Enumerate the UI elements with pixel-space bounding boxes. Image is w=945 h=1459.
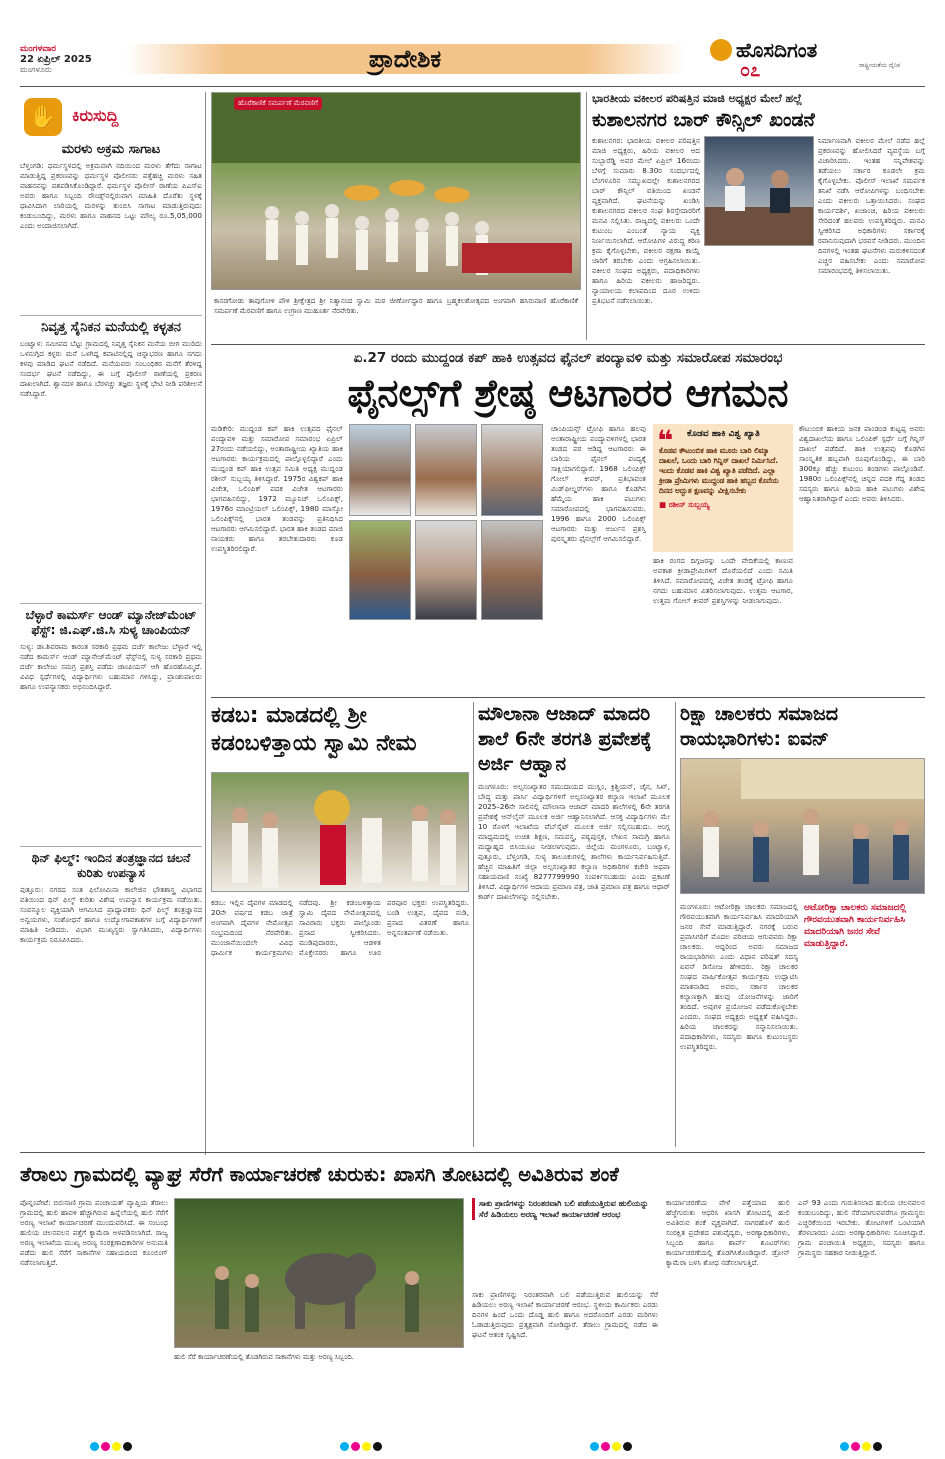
hockey-col-1: ಮಡಿಕೇರಿ: ಮುದ್ದಂಡ ಕಪ್ ಹಾಕಿ ಉತ್ಸವದ ಫೈನಲ್ ಪಂದ್ಯಾವಳಿ ಮತ್ತು ಸಮಾರೋಪ ಸಮಾರಂಭ ಏಪ್ರಿಲ್ 27ರಂದು ನಡೆಯಲಿದ್ದು, ಅಂತಾರಾಷ್ಟ್ರೀಯ ಖ್ಯಾತಿಯ ಹಾಕಿ ಆಟಗಾರರು ಕಾರ್ಯಕ್ರಮದಲ್ಲಿ ಪಾಲ್ಗೊಳ್ಳಲಿದ್ದಾರೆ ಎಂದು ಮುದ್ದಂಡ ಕಪ್ ಹಾಕಿ ಉತ್ಸವ ಸಮಿತಿ ಅಧ್ಯಕ್ಷ ಮುದ್ದಂಡ ರಶೀನ್ ಸುಬ್ಬಯ್ಯ ತಿಳಿಸಿದ್ದಾರೆ. 1975ರ ವಿಶ್ವಕಪ್ ಹಾಕಿ ವಿಜೇತ, ಒಲಿಂಪಿಕ್ ಪದಕ ವಿಜೇತ ಆಟಗಾರರು ಭಾಗವಹಿಸಲಿದ್ದು, 1972 ಮ್ಯೂನಿಚ್ ಒಲಿಂಪಿಕ್ಸ್, 1976ರ ಮಾಂಟ್ರಿಯಲ್ ಒಲಿಂಪಿಕ್ಸ್, 1980 ಮಾಸ್ಕೋ ಒಲಿಂಪಿಕ್ಸ್‌ನಲ್ಲಿ ಭಾರತ ತಂಡವನ್ನು ಪ್ರತಿನಿಧಿಸಿದ ಆಟಗಾರರು ಆಗಮಿಸಲಿದ್ದಾರೆ. ಭಾರತ ಹಾಕಿ ತಂಡದ ಮಾಜಿ ನಾಯಕರು ಹಾಗೂ ತರಬೇತುದಾರರು ಕೂಡ ಉಪಸ್ಥಿತರಿರಲಿದ್ದಾರೆ. bbox=[211, 424, 343, 553]
story-kicker: ಭಾರತೀಯ ವಕೀಲರ ಪರಿಷತ್ತಿನ ಮಾಜಿ ಅಧ್ಯಕ್ಷರ ಮೇಲೆ ಹಲ್ಲೆ bbox=[592, 92, 803, 105]
player-photo bbox=[349, 424, 411, 516]
tiger-col-1: ಪೊನ್ನಂಪೇಟೆ: ಬಿರುನಾಣಿ ಗ್ರಾಮ ಪಂಚಾಯತ್ ವ್ಯಾಪ್ತಿಯ ತೆರಾಲು ಗ್ರಾಮದಲ್ಲಿ ಹುಲಿ ಹಾವಳಿ ಹೆಚ್ಚಾಗಿರುವ ಹಿನ್ನೆಲೆಯಲ್ಲಿ ಹುಲಿ ಸೆರೆಗೆ ಅರಣ್ಯ ಇಲಾಖೆ ಕಾರ್ಯಾಚರಣೆ ಮುಂದುವರಿಸಿದೆ. ಈ ಸಂಬಂಧ ಹುಲಿಯ ಚಲನವಲನ ಪತ್ತೆಗೆ ಕ್ಯಾಮೆರಾ ಅಳವಡಿಸಲಾಗಿದೆ. ರಾಜ್ಯ ಅರಣ್ಯ ಇಲಾಖೆಯ ಮುಖ್ಯ ಅರಣ್ಯ ಸಂರಕ್ಷಣಾಧಿಕಾರಿಗಳ ಅನುಮತಿ ಪಡೆದು ಹುಲಿ ಸೆರೆಗೆ ಸಾಕಾನೆಗಳ ಸಹಾಯದಿಂದ ಕೂಂಬಿಂಗ್ ನಡೆಸಲಾಗುತ್ತಿದೆ. bbox=[20, 1198, 168, 1267]
player-photo bbox=[415, 520, 477, 620]
procession-photo bbox=[211, 92, 581, 290]
quote-text: ಕೊಡವ ಕೌಟುಂಬಿಕ ಹಾಕಿ ಮೂರು ಬಾರಿ ಲಿಮ್ಕಾ ದಾಖಲೆ, ಒಂದು ಬಾರಿ ಗಿನ್ನಿಸ್ ದಾಖಲೆ ನಿರ್ಮಿಸಿದೆ. ಇಂದು ಕೊಡವ ಹಾಕಿ ವಿಶ್ವ ಖ್ಯಾತಿ ಪಡೆದಿದೆ. ಎಲ್ಲಾ ಕ್ರೀಡಾ ಪ್ರೇಮಿಗಳು ಮುದ್ದಂಡ ಹಾಕಿ ಹಬ್ಬದ ಕೊನೆಯ ದಿನದ ಅದ್ಭುತ ಕ್ಷಣವನ್ನು ವೀಕ್ಷಿಸಬೇಕು bbox=[659, 446, 779, 495]
quote-box bbox=[653, 424, 793, 552]
tiger-operation-photo bbox=[174, 1198, 464, 1348]
hockey-col-4: ಕೌಟುಂಬಿಕ ಹಾಕಿಯ ಜನಕ ಪಾಂಡಂಡ ಕುಟ್ಟಪ್ಪ ಅವರು ವಿಶ್ವದಾಖಲೆಯ ಹಾಗೂ ಒಲಿಂಪಿಕ್ ಸ್ಪರ್ಧೆ ಬಗ್ಗೆ ಗಿನ್ನಿಸ್ ದಾಖಲೆ ಪಡೆದಿದೆ. ಹಾಕಿ ಉತ್ಸವವು ಕೊಡಗಿನ ಸಾಂಸ್ಕೃತಿಕ ಹಬ್ಬವಾಗಿ ರೂಪುಗೊಂಡಿದ್ದು, ಈ ಬಾರಿ 300ಕ್ಕೂ ಹೆಚ್ಚು ಕುಟುಂಬ ತಂಡಗಳು ಪಾಲ್ಗೊಂಡಿವೆ. 1980ರ ಒಲಿಂಪಿಕ್ಸ್‌ನಲ್ಲಿ ಚಿನ್ನದ ಪದಕ ಗೆದ್ದ ತಂಡದ ಸದಸ್ಯರು ಹಾಗೂ ಹಿರಿಯ ಹಾಕಿ ಪಟುಗಳು ವಿಶೇಷ ಆಹ್ವಾನಿತರಾಗಿದ್ದಾರೆ ಎಂದು ಅವರು ತಿಳಿಸಿದರು. bbox=[799, 424, 925, 503]
player-photo bbox=[415, 424, 477, 516]
news-item-title: ಬೆಳ್ಳಾರೆ ಕಾಮರ್ಸ್ ಆಂಡ್ ಮ್ಯಾನೇಜ್‌ಮೆಂಟ್ ಫೆಸ್ಟ್: ಜಿ.ಎಫ್.ಜಿ.ಸಿ ಸುಳ್ಯ ಚಾಂಪಿಯನ್ bbox=[25, 608, 197, 637]
quote-author: ■ ರಶೀನ್ ಸುಬ್ಬಯ್ಯ bbox=[659, 500, 710, 509]
section-banner bbox=[125, 44, 685, 74]
player-photo bbox=[349, 520, 411, 620]
page-number: ೦೭ bbox=[740, 60, 761, 81]
kirusuddi-label: ಕಿರುಸುದ್ದಿ bbox=[72, 106, 119, 125]
maulana-story bbox=[478, 702, 670, 1147]
player-photo bbox=[481, 424, 543, 516]
story-body: ಕುಶಾಲನಗರ: ಭಾರತೀಯ ವಕೀಲರ ಪರಿಷತ್ತಿನ ಮಾಜಿ ಅಧ್ಯಕ್ಷರು, ಹಿರಿಯ ವಕೀಲರ ಆದ ಸುಬ್ಬಾರೆಡ್ಡಿ ಅವರ ಮೇಲೆ ಏಪ್ರಿಲ್ 16ರಂದು ಬೆಳಗ್ಗೆ ಸುಮಾರು 8.30ರ ಸಂದರ್ಭದಲ್ಲಿ ಬೆಂಗಳೂರಿನ ಸಮ್ಮುಖದಲ್ಲೇ ಕುಶಾಲನಗರದ ಬಾರ್ ಕೌನ್ಸಿಲ್ ವತಿಯಿಂದ ಖಂಡನೆ ವ್ಯಕ್ತವಾಗಿದೆ. ಘಟನೆಯನ್ನು ಖಂಡಿಸಿ ಕುಶಾಲನಗರದ ವಕೀಲರ ಸಂಘ ಶಿರಸ್ತೇದಾರರಿಗೆ ಮನವಿ ಸಲ್ಲಿಸಿತು. ರಾಜ್ಯದಲ್ಲಿ ವಕೀಲರು ಒಂದೇ ಕುಟುಂಬ ಎಂಬಂತೆ ನ್ಯಾಯ ವ್ಯಕ್ತಿ ನಿರ್ಣಯಿಸಲಾಗಿದೆ. ಆರೋಪಿಗಳ ವಿರುದ್ಧ ಕಠಿಣ ಕ್ರಮ ಕೈಗೊಳ್ಳಬೇಕು, ವಕೀಲರ ರಕ್ಷಣಾ ಕಾಯ್ದೆ ಜಾರಿಗೆ ತರಬೇಕು ಎಂದು ಆಗ್ರಹಿಸಲಾಯಿತು. ವಕೀಲರ ಸಂಘದ ಅಧ್ಯಕ್ಷರು, ಪದಾಧಿಕಾರಿಗಳು ಹಾಗೂ ಹಿರಿಯ ವಕೀಲರು ಹಾಜರಿದ್ದರು. ನ್ಯಾಯಾಲಯ ಕಲಾಪದಿಂದ ದೂರ ಉಳಿದು ಪ್ರತಿಭಟನೆ ನಡೆಸಲಾಯಿತು. bbox=[592, 136, 700, 305]
hand-icon: ✋ bbox=[24, 98, 62, 136]
tiger-photo-caption: ಹುಲಿ ಸೆರೆ ಕಾರ್ಯಾಚರಣೆಯಲ್ಲಿ ತೊಡಗಿರುವ ಸಾಕಾನೆಗಳು ಮತ್ತು ಅರಣ್ಯ ಸಿಬ್ಬಂದಿ. bbox=[174, 1353, 354, 1361]
news-item-body: ಬಂಟ್ವಾಳ: ಸಮೀಪದ ಬೆಟ್ಟು ಗ್ರಾಮದಲ್ಲಿ ನಿವೃತ್ತ ಸೈನಿಕನ ಮನೆಯ ಬೀಗ ಮುರಿದು ಒಳನುಗ್ಗಿದ ಕಳ್ಳರು ಮನೆ ಒಳಗಿದ್ದ ಕಪಾಟಿನಲ್ಲಿದ್ದ ಚಿನ್ನಾಭರಣ ಹಾಗೂ ನಗದು ಕಳವು ಮಾಡಿದ ಘಟನೆ ನಡೆದಿದೆ. ಮನೆಯವರು ಸಂಬಂಧಿಕರ ಮನೆಗೆ ತೆರಳಿದ್ದ ಸಂದರ್ಭ ಘಟನೆ ನಡೆದಿದ್ದು, ಈ ಬಗ್ಗೆ ಪೊಲೀಸ್ ಠಾಣೆಯಲ್ಲಿ ಪ್ರಕರಣ ದಾಖಲಾಗಿದೆ. ಶ್ವಾನದಳ ಹಾಗೂ ಬೆರಳಚ್ಚು ತಜ್ಞರು ಸ್ಥಳಕ್ಕೆ ಭೇಟಿ ನೀಡಿ ಪರಿಶೀಲನೆ ನಡೆಸಿದ್ದಾರೆ. bbox=[20, 339, 202, 398]
story-title: ತೆರಾಲು ಗ್ರಾಮದಲ್ಲಿ ವ್ಯಾಘ್ರ ಸೆರೆಗೆ ಕಾರ್ಯಾಚರಣೆ ಚುರುಕು: ಖಾಸಗಿ ತೋಟದಲ್ಲಿ ಅವಿತಿರುವ ಶಂಕೆ bbox=[20, 1163, 619, 1186]
tiger-col-4: ಎನ್ 93 ಎಂದು ಗುರುತಿಸಲಾದ ಹುಲಿಯ ಚಲನವಲನ ಕಂಡುಬಂದಿದ್ದು, ಹುಲಿ ಸೆರೆಯಾಗುವವರೆಗೂ ಗ್ರಾಮಸ್ಥರು ಎಚ್ಚರಿಕೆಯಿಂದ ಇರಬೇಕು. ತೋಟಗಳಿಗೆ ಒಂಟಿಯಾಗಿ ತೆರಳಬಾರದು ಎಂದು ಅರಣ್ಯಾಧಿಕಾರಿಗಳು ಸೂಚಿಸಿದ್ದಾರೆ. ಗ್ರಾಮ ಪಂಚಾಯಿತಿ ಅಧ್ಯಕ್ಷರು, ಸದಸ್ಯರು ಹಾಗೂ ಗ್ರಾಮಸ್ಥರು ಸಹಕಾರ ನೀಡುತ್ತಿದ್ದಾರೆ. bbox=[798, 1198, 925, 1257]
photo-tag: ಹೊರೆಕಾಣಿಕೆ ಸಮರ್ಪಣೆ ಮೆರವಣಿಗೆ bbox=[234, 97, 322, 110]
player-portraits bbox=[349, 424, 545, 624]
tiger-story bbox=[20, 1160, 925, 1430]
elephant-illustration bbox=[175, 1199, 464, 1348]
registration-marks bbox=[0, 1436, 945, 1454]
paper-tagline: ರಾಷ್ಟ್ರೀಯತೆಯ ದೈನಿಕ bbox=[859, 62, 900, 69]
story-body: ಕಡಬ: ಇಲ್ಲಿನ ದೈವಗಳ ಮಾಡದಲ್ಲಿ 20ನೇ ವರ್ಷದ ಕಡಬ ಜಾತ್ರೆ ಅಂಗವಾಗಿ ದೈವಗಳ ನೇಮೋತ್ಸವ ಸಂಭ್ರಮದಿಂದ ನೆರವೇರಿತು. ಮುಂಜಾನೆಯಿಂದಲೇ ವಿವಿಧ ಧಾರ್ಮಿಕ ಕಾರ್ಯಕ್ರಮಗಳು ನಡೆದವು. ಶ್ರೀ ಕಡಂಬಳಿತ್ತಾಯ ಸ್ವಾಮಿ ದೈವದ ನೇಮೋತ್ಸವದಲ್ಲಿ ಸಾವಿರಾರು ಭಕ್ತರು ಪಾಲ್ಗೊಂಡು ಪ್ರಸಾದ ಸ್ವೀಕರಿಸಿದರು. ಮುಡಿಪುದಾರರು, ಆಡಳಿತ ಮೊಕ್ತೇಸರರು ಹಾಗೂ ಊರ ಪರವೂರ ಭಕ್ತರು ಉಪಸ್ಥಿತರಿದ್ದರು. ಬಂಡಿ ಉತ್ಸವ, ದೈವದ ನುಡಿ, ಪ್ರಸಾದ ವಿತರಣೆ ಹಾಗೂ ಅನ್ನಸಂತರ್ಪಣೆ ನಡೆಯಿತು. bbox=[211, 898, 469, 957]
news-item bbox=[20, 320, 202, 599]
news-item bbox=[20, 142, 202, 311]
highlight-item: ಸಾಕು ಪ್ರಾಣಿಗಳನ್ನು ನಿರಂತರವಾಗಿ ಬಲಿ ಪಡೆಯುತ್ತಿರುವ ಹುಲಿಯನ್ನು ಸೆರೆ ಹಿಡಿಯಲು ಅರಣ್ಯ ಇಲಾಖೆ ಕಾರ್ಯಾಚರಣೆ ಆರಂಭ bbox=[472, 1198, 658, 1220]
lamp-icon bbox=[710, 39, 732, 61]
meeting-illustration bbox=[705, 137, 814, 246]
event-illustration bbox=[681, 759, 925, 894]
hockey-story bbox=[211, 348, 925, 693]
news-item-title: ಥಿನ್ ಫಿಲ್ಮ್: ಇಂದಿನ ತಂತ್ರಜ್ಞಾನದ ಚಲನೆ ಕುರಿತು ಉಪನ್ಯಾಸ bbox=[31, 851, 191, 880]
bar-council-story bbox=[592, 92, 925, 342]
rickshaw-photo bbox=[680, 758, 925, 894]
tiger-col-2: ಸಾಕು ಪ್ರಾಣಿಗಳನ್ನು ನಿರಂತರವಾಗಿ ಬಲಿ ಪಡೆಯುತ್ತಿರುವ ಹುಲಿಯನ್ನು ಸೆರೆ ಹಿಡಿಯಲು ಅರಣ್ಯ ಇಲಾಖೆ ಕಾರ್ಯಾಚರಣೆ ಆರಂಭ. ಸ್ಥಳೀಯ ಕಾರ್ಮಿಕರು ಎರಡು ದಿನಗಳ ಹಿಂದೆ ಒಂದು ದೊಡ್ಡ ಹುಲಿ ಹಾಗೂ ಅದರೊಂದಿಗೆ ಎರಡು ಮರಿಗಳು ಓಡಾಡುತ್ತಿರುವುದು ಪ್ರತ್ಯಕ್ಷವಾಗಿ ನೋಡಿದ್ದಾರೆ. ತೆರಾಲು ಗ್ರಾಮದಲ್ಲಿ ನಡೆದ ಈ ಘಟನೆ ಆತಂಕ ಸೃಷ್ಟಿಸಿದೆ. bbox=[472, 1290, 658, 1339]
kirusuddi-banner bbox=[20, 96, 202, 138]
date-block bbox=[20, 44, 130, 75]
paper-name: ಹೊಸದಿಗಂತ bbox=[736, 38, 818, 62]
masthead-city: ಮಂಗಳೂರು bbox=[20, 65, 52, 74]
kirusuddi-column bbox=[20, 96, 202, 1146]
photo-caption: ಕಾಸರಗೋಡು ತಾವುಗೋಳಿ ಪೌಳಿ ಶ್ರೀಕ್ಷೇತ್ರದ ಶ್ರೀ ನಿತ್ಯಾನಂದ ಸ್ವಾಮಿ ಮಠ ಜೀರ್ಣೋದ್ಧಾರ ಹಾಗೂ ಬ್ರಹ್ಮಕಲಶೋತ್ಸವದ ಅಂಗವಾಗಿ ಹಸಿರುವಾಣಿ ಹೊರೆಕಾಣಿಕೆ ಸಮರ್ಪಣೆ ಮೆರವಣಿಗೆ ಹಾಗೂ ಉಗ್ರಾಣ ಮುಹೂರ್ತ ನೆರವೇರಿತು. bbox=[214, 297, 578, 315]
procession-illustration bbox=[212, 93, 581, 290]
masthead-date: 22 ಏಪ್ರಿಲ್ 2025 bbox=[20, 54, 92, 65]
news-item-title: ಮರಳು ಅಕ್ರಮ ಸಾಗಾಟ bbox=[61, 142, 161, 157]
quote-head: ಕೊಡವ ಹಾಕಿ ವಿಶ್ವ ಖ್ಯಾತಿ bbox=[687, 429, 760, 439]
player-photo bbox=[481, 520, 543, 620]
story-title: ರಿಕ್ಷಾ ಚಾಲಕರು ಸಮಾಜದ ರಾಯಭಾರಿಗಳು: ಐವನ್ bbox=[680, 703, 839, 750]
kadaba-story bbox=[211, 702, 469, 1147]
story-title: ಕುಶಾಲನಗರ ಬಾರ್ ಕೌನ್ಸಿಲ್ ಖಂಡನೆ bbox=[592, 109, 815, 131]
news-item-body: ಸುಳ್ಯ: ಡಾ.ಶಿವರಾಮ ಕಾರಂತ ಸರಕಾರಿ ಪ್ರಥಮ ದರ್ಜೆ ಕಾಲೇಜು ಬೆಳ್ಳಾರೆ ಇಲ್ಲಿ ನಡೆದ ಕಾಮರ್ಸ್ ಆಂಡ್ ಮ್ಯಾನೇಜ್‌ಮೆಂಟ್ ಫೆಸ್ಟ್‌ನಲ್ಲಿ ಸುಳ್ಯ ಸರಕಾರಿ ಪ್ರಥಮ ದರ್ಜೆ ಕಾಲೇಜು ಸಮಗ್ರ ಪ್ರಶಸ್ತಿ ಪಡೆದು ಚಾಂಪಿಯನ್ ಆಗಿ ಹೊರಹೊಮ್ಮಿದೆ. ವಿವಿಧ ಸ್ಪರ್ಧೆಗಳಲ್ಲಿ ವಿದ್ಯಾರ್ಥಿಗಳು ಬಹುಮಾನ ಗಳಿಸಿದ್ದು, ಪ್ರಾಂಶುಪಾಲರು ಹಾಗೂ ಉಪನ್ಯಾಸಕರು ಅಭಿನಂದಿಸಿದ್ದಾರೆ. bbox=[20, 642, 202, 691]
story-body: ಮಂಗಳೂರು: ಆಟೋರಿಕ್ಷಾ ಚಾಲಕರು ಸಮಾಜದಲ್ಲಿ ಗೌರವಯುತವಾಗಿ ಕಾರ್ಯನಿರ್ವಹಿಸಿ ಮಾದರಿಯಾಗಿ ಜನರ ಸೇವೆ ಮಾಡುತ್ತಿದ್ದಾರೆ. ನಗರಕ್ಕೆ ಬರುವ ಪ್ರವಾಸಿಗರಿಗೆ ಮೊದಲ ಪರಿಚಯ ಆಗುವವರು ರಿಕ್ಷಾ ಚಾಲಕರು. ಆದ್ದರಿಂದ ಅವರು ಸಮಾಜದ ರಾಯಭಾರಿಗಳು ಎಂದು ವಿಧಾನ ಪರಿಷತ್ ಸದಸ್ಯ ಐವನ್ ಡಿಸೋಜ ಹೇಳಿದರು. ರಿಕ್ಷಾ ಚಾಲಕರ ಸಂಘದ ವಾರ್ಷಿಕೋತ್ಸವ ಕಾರ್ಯಕ್ರಮ ಉದ್ಘಾಟಿಸಿ ಮಾತನಾಡಿದ ಅವರು, ಸರ್ಕಾರ ಚಾಲಕರ ಕಲ್ಯಾಣಕ್ಕಾಗಿ ಹಲವು ಯೋಜನೆಗಳನ್ನು ಜಾರಿಗೆ ತಂದಿದೆ. ಅವುಗಳ ಪ್ರಯೋಜನ ಪಡೆದುಕೊಳ್ಳಬೇಕು ಎಂದರು. ಸಂಘದ ಅಧ್ಯಕ್ಷರು ಅಧ್ಯಕ್ಷತೆ ವಹಿಸಿದ್ದರು. ಹಿರಿಯ ಚಾಲಕರನ್ನು ಸನ್ಮಾನಿಸಲಾಯಿತು. ಪದಾಧಿಕಾರಿಗಳು, ಸದಸ್ಯರು ಹಾಗೂ ಕುಟುಂಬಸ್ಥರು ಉಪಸ್ಥಿತರಿದ್ದರು. bbox=[680, 902, 798, 1051]
news-item-title: ನಿವೃತ್ತ ಸೈನಿಕನ ಮನೆಯಲ್ಲಿ ಕಳ್ಳತನ bbox=[41, 320, 181, 335]
hockey-col-2: ಚಾಂಪಿಯನ್ಸ್ ಟ್ರೋಫಿ ಹಾಗೂ ಹಲವು ಅಂತಾರಾಷ್ಟ್ರೀಯ ಪಂದ್ಯಾವಳಿಗಳಲ್ಲಿ ಭಾರತ ತಂಡದ ಪರ ಆಡಿದ್ದ ಆಟಗಾರರು ಈ ಬಾರಿಯ ಫೈನಲ್ ಪಂದ್ಯಕ್ಕೆ ಸಾಕ್ಷಿಯಾಗಲಿದ್ದಾರೆ. 1968 ಒಲಿಂಪಿಕ್ಸ್ ಗೋಲ್ ಕೀಪರ್, ಪ್ರತಿಭಾವಂತ ಮಿಡ್‌ಫೀಲ್ಡರ್‌ಗಳು ಹಾಗೂ ಕೊಡಗಿನ ಹೆಮ್ಮೆಯ ಹಾಕಿ ಪಟುಗಳು ಸಮಾರೋಪದಲ್ಲಿ ಭಾಗವಹಿಸುವರು. 1996 ಹಾಗೂ 2000 ಒಲಿಂಪಿಕ್ಸ್ ಆಟಗಾರರು ಮತ್ತು ಅರ್ಜುನ ಪ್ರಶಸ್ತಿ ಪುರಸ್ಕೃತರು ಫೈನಲ್ಸ್‌ಗೆ ಆಗಮಿಸಲಿದ್ದಾರೆ. bbox=[551, 424, 646, 543]
news-item-body: ಪುತ್ತೂರು: ನಗರದ ಸಂತ ಫಿಲೋಮಿನಾ ಕಾಲೇಜಿನ ಭೌತಶಾಸ್ತ್ರ ವಿಭಾಗದ ವತಿಯಿಂದ ಥಿನ್ ಫಿಲ್ಮ್ ಕುರಿತು ವಿಶೇಷ ಉಪನ್ಯಾಸ ಕಾರ್ಯಕ್ರಮ ನಡೆಯಿತು. ಸಂಪನ್ಮೂಲ ವ್ಯಕ್ತಿಯಾಗಿ ಆಗಮಿಸಿದ ಪ್ರಾಧ್ಯಾಪಕರು ಥಿನ್ ಫಿಲ್ಮ್ ತಂತ್ರಜ್ಞಾನದ ಅನ್ವಯಗಳು, ಸಂಶೋಧನೆ ಹಾಗೂ ಉದ್ಯೋಗಾವಕಾಶಗಳ ಬಗ್ಗೆ ವಿದ್ಯಾರ್ಥಿಗಳಿಗೆ ಮಾಹಿತಿ ನೀಡಿದರು. ವಿಭಾಗ ಮುಖ್ಯಸ್ಥರು ಸ್ವಾಗತಿಸಿದರು, ವಿದ್ಯಾರ್ಥಿಗಳು ಕಾರ್ಯಕ್ರಮ ನಿರೂಪಿಸಿದರು. bbox=[20, 885, 202, 944]
story-body-2: ನಿರ್ಮಾಣವಾಗಿ ವಕೀಲರ ಮೇಲೆ ನಡೆದ ಹಲ್ಲೆ ಪ್ರಕರಣವನ್ನು ಹೋಲಿಸಿದರೆ ವ್ಯವಸ್ಥೆಯ ಬಗ್ಗೆ ವಿಚಾರಿಸಿದರು. ಇಂತಹ ಸನ್ನಿವೇಶವನ್ನು ತಡೆಯಲು ಸರ್ಕಾರ ಕೂಡಲೇ ಕ್ರಮ ಕೈಗೊಳ್ಳಬೇಕು. ಪೊಲೀಸ್ ಇಲಾಖೆ ಸಮರ್ಪಕ ತನಿಖೆ ನಡೆಸಿ ಆರೋಪಿಗಳನ್ನು ಬಂಧಿಸಬೇಕು ಎಂದು ವಕೀಲರು ಒತ್ತಾಯಿಸಿದರು. ಸಂಘದ ಕಾರ್ಯದರ್ಶಿ, ಖಜಾಂಚಿ, ಹಿರಿಯ ವಕೀಲರು ಸೇರಿದಂತೆ ಹಲವರು ಉಪಸ್ಥಿತರಿದ್ದರು. ಮನವಿ ಸ್ವೀಕರಿಸಿದ ಅಧಿಕಾರಿಗಳು ಸರ್ಕಾರಕ್ಕೆ ರವಾನಿಸುವುದಾಗಿ ಭರವಸೆ ನೀಡಿದರು. ಮುಂದಿನ ದಿನಗಳಲ್ಲಿ ಇಂತಹ ಘಟನೆಗಳು ಮರುಕಳಿಸದಂತೆ ಎಚ್ಚರ ವಹಿಸಬೇಕು ಎಂದು ಸಮಾರೋಪ ಸಮಾರಂಭದಲ್ಲಿ ತಿಳಿಸಲಾಯಿತು. bbox=[818, 136, 925, 275]
story-title: ಮೌಲಾನಾ ಆಜಾದ್ ಮಾದರಿ ಶಾಲೆ 6ನೇ ತರಗತಿ ಪ್ರವೇಶಕ್ಕೆ ಅರ್ಜಿ ಆಹ್ವಾನ bbox=[478, 703, 652, 775]
bar-council-photo bbox=[704, 136, 814, 246]
hockey-col-3: ಹಾಕಿ ರಂಗದ ದಿಗ್ಗಜರನ್ನು ಒಂದೇ ವೇದಿಕೆಯಲ್ಲಿ ಕಾಣುವ ಅವಕಾಶ ಕ್ರೀಡಾಪ್ರೇಮಿಗಳಿಗೆ ದೊರೆಯಲಿದೆ ಎಂದು ಸಮಿತಿ ತಿಳಿಸಿದೆ. ಸಮಾರೋಪದಲ್ಲಿ ವಿಜೇತ ತಂಡಕ್ಕೆ ಟ್ರೋಫಿ ಹಾಗೂ ನಗದು ಬಹುಮಾನ ವಿತರಿಸಲಾಗುವುದು. ಉತ್ತಮ ಆಟಗಾರ, ಉತ್ತಮ ಗೋಲ್ ಕೀಪರ್ ಪ್ರಶಸ್ತಿಗಳನ್ನು ನೀಡಲಾಗುವುದು. bbox=[653, 556, 793, 605]
brand-logo bbox=[710, 38, 910, 84]
masthead bbox=[0, 0, 945, 88]
rickshaw-story bbox=[680, 702, 925, 1147]
quote-author-name: ರಶೀನ್ ಸುಬ್ಬಯ್ಯ bbox=[668, 500, 710, 509]
story-title: ಫೈನಲ್ಸ್‌ಗೆ ಶ್ರೇಷ್ಠ ಆಟಗಾರರ ಆಗಮನ bbox=[347, 371, 789, 415]
story-title: ಕಡಬ: ಮಾಡದಲ್ಲಿ ಶ್ರೀ ಕಡಂಬಳಿತ್ತಾಯ ಸ್ವಾಮಿ ನೇಮ bbox=[211, 703, 417, 756]
story-body: ಮಂಗಳೂರು: ಅಲ್ಪಸಂಖ್ಯಾತರ ಸಮುದಾಯದ ಮುಸ್ಲಿಂ, ಕ್ರಿಶ್ಚಿಯನ್, ಜೈನ, ಸಿಖ್, ಬೌದ್ಧ ಮತ್ತು ಪಾರ್ಸಿ ವಿದ್ಯಾರ್ಥಿಗಳಿಗೆ ಅಲ್ಪಸಂಖ್ಯಾತರ ಕಲ್ಯಾಣ ಇಲಾಖೆ ಮೂಲಕ 2025–26ನೇ ಸಾಲಿನಲ್ಲಿ ಮೌಲಾನಾ ಆಜಾದ್ ಮಾದರಿ ಶಾಲೆಗಳಲ್ಲಿ 6ನೇ ತರಗತಿ ಪ್ರವೇಶಕ್ಕೆ ಆನ್‌ಲೈನ್ ಮೂಲಕ ಅರ್ಜಿ ಆಹ್ವಾನಿಸಲಾಗಿದೆ. ಆಸಕ್ತ ವಿದ್ಯಾರ್ಥಿಗಳು ಮೇ 10 ರೊಳಗೆ ಇಲಾಖೆಯ ವೆಬ್‌ಸೈಟ್ ಮೂಲಕ ಅರ್ಜಿ ಸಲ್ಲಿಸಬಹುದು. ಆಂಗ್ಲ ಮಾಧ್ಯಮದಲ್ಲಿ ಉಚಿತ ಶಿಕ್ಷಣ, ಸಮವಸ್ತ್ರ, ಪಠ್ಯಪುಸ್ತಕ, ಲೇಖನ ಸಾಮಗ್ರಿ ಹಾಗೂ ಮಧ್ಯಾಹ್ನದ ಬಿಸಿಯೂಟ ನೀಡಲಾಗುವುದು. ಜಿಲ್ಲೆಯ ಮಂಗಳೂರು, ಬಂಟ್ವಾಳ, ಪುತ್ತೂರು, ಬೆಳ್ತಂಗಡಿ, ಸುಳ್ಯ ತಾಲೂಕುಗಳಲ್ಲಿ ಶಾಲೆಗಳು ಕಾರ್ಯನಿರ್ವಹಿಸುತ್ತಿವೆ. ಹೆಚ್ಚಿನ ಮಾಹಿತಿಗೆ ಜಿಲ್ಲಾ ಅಲ್ಪಸಂಖ್ಯಾತರ ಕಲ್ಯಾಣ ಅಧಿಕಾರಿಗಳ ಕಚೇರಿ ಅಥವಾ ಸಹಾಯವಾಣಿ ಸಂಖ್ಯೆ 8277799990 ಸಂಪರ್ಕಿಸಬಹುದು ಎಂದು ಪ್ರಕಟಣೆ ತಿಳಿಸಿದೆ. ವಿದ್ಯಾರ್ಥಿಗಳ ಆದಾಯ ಪ್ರಮಾಣ ಪತ್ರ, ಜಾತಿ ಪ್ರಮಾಣ ಪತ್ರ ಹಾಗೂ ಆಧಾರ್ ಕಾರ್ಡ್ ದಾಖಲೆಗಳನ್ನು ಸಲ್ಲಿಸಬೇಕು. bbox=[478, 782, 670, 901]
news-item bbox=[20, 608, 202, 842]
tiger-col-3: ಕಾರ್ಯಾಚರಣೆಯ ವೇಳೆ ಪತ್ತೆಯಾದ ಹುಲಿ ಹೆಜ್ಜೆಗುರುತು ಆಧರಿಸಿ ಖಾಸಗಿ ತೋಟದಲ್ಲಿ ಹುಲಿ ಅವಿತಿರುವ ಶಂಕೆ ವ್ಯಕ್ತವಾಗಿದೆ. ನಾಗರಹೊಳೆ ಹುಲಿ ಸಂರಕ್ಷಿತ ಪ್ರದೇಶದ ಪಶುವೈದ್ಯರು, ಅರಣ್ಯಾಧಿಕಾರಿಗಳು, ಸಿಬ್ಬಂದಿ ಹಾಗೂ ಶಾರ್ಪ್ ಶೂಟರ್‌ಗಳು ಕಾರ್ಯಾಚರಣೆಯಲ್ಲಿ ತೊಡಗಿಸಿಕೊಂಡಿದ್ದಾರೆ. ಡ್ರೋನ್ ಕ್ಯಾಮೆರಾ ಬಳಸಿ ಶೋಧ ನಡೆಸಲಾಗುತ್ತಿದೆ. bbox=[666, 1198, 790, 1267]
masthead-day: ಮಂಗಳವಾರ bbox=[20, 44, 57, 54]
section-title: ಪ್ರಾದೇಶಿಕ bbox=[368, 45, 442, 73]
procession-illustration bbox=[212, 773, 469, 892]
pull-quote: ಆಟೋರಿಕ್ಷಾ ಚಾಲಕರು ಸಮಾಜದಲ್ಲಿ ಗೌರವಯುತವಾಗಿ ಕಾರ್ಯನಿರ್ವಹಿಸಿ ಮಾದರಿಯಾಗಿ ಜನರ ಸೇವೆ ಮಾಡುತ್ತಿದ್ದಾರೆ. bbox=[804, 903, 907, 949]
news-item bbox=[20, 851, 202, 1125]
quote-icon: ❝ bbox=[657, 424, 674, 457]
story-kicker: ಏ.27 ರಂದು ಮುದ್ದಂಡ ಕಪ್ ಹಾಕಿ ಉತ್ಸವದ ಫೈನಲ್ ಪಂದ್ಯಾವಳಿ ಮತ್ತು ಸಮಾರೋಪ ಸಮಾರಂಭ bbox=[353, 350, 783, 366]
news-item-body: ಬೆಳ್ತಂಗಡಿ: ಧರ್ಮಸ್ಥಳದಲ್ಲಿ ಅಕ್ರಮವಾಗಿ ನದಿಯಿಂದ ಮರಳು ತೆಗೆದು ಸಾಗಾಟ ಮಾಡುತ್ತಿದ್ದ ಪ್ರಕರಣವನ್ನು ಧರ್ಮಸ್ಥಳ ಪೊಲೀಸರು ಪತ್ತೆಹಚ್ಚಿ ಮರಳು ಸಹಿತ ವಾಹನವನ್ನು ವಶಪಡಿಸಿಕೊಂಡಿದ್ದಾರೆ. ಧರ್ಮಸ್ಥಳ ಪೊಲೀಸ್ ಠಾಣೆಯ ಪಿಎಸ್ಐ ಅವರು ಹಾಗೂ ಸಿಬ್ಬಂದಿ ರೌಂಡ್ಸ್‌ನಲ್ಲಿರುವಾಗ ಮಾಹಿತಿ ದೊರೆತು ಸ್ಥಳಕ್ಕೆ ಧಾವಿಸಿದಾಗ ಲಾರಿಯಲ್ಲಿ ಮರಳನ್ನು ತುಂಬಿಸಿ ಸಾಗಾಟ ಮಾಡುತ್ತಿರುವುದು ಕಂಡುಬಂದಿದ್ದು, ಮರಳು ಹಾಗೂ ವಾಹನದ ಒಟ್ಟು ಮೌಲ್ಯ ರೂ.5,05,000 ಎಂದು ಅಂದಾಜಿಸಲಾಗಿದೆ. bbox=[20, 161, 202, 230]
kadaba-photo bbox=[211, 772, 469, 892]
